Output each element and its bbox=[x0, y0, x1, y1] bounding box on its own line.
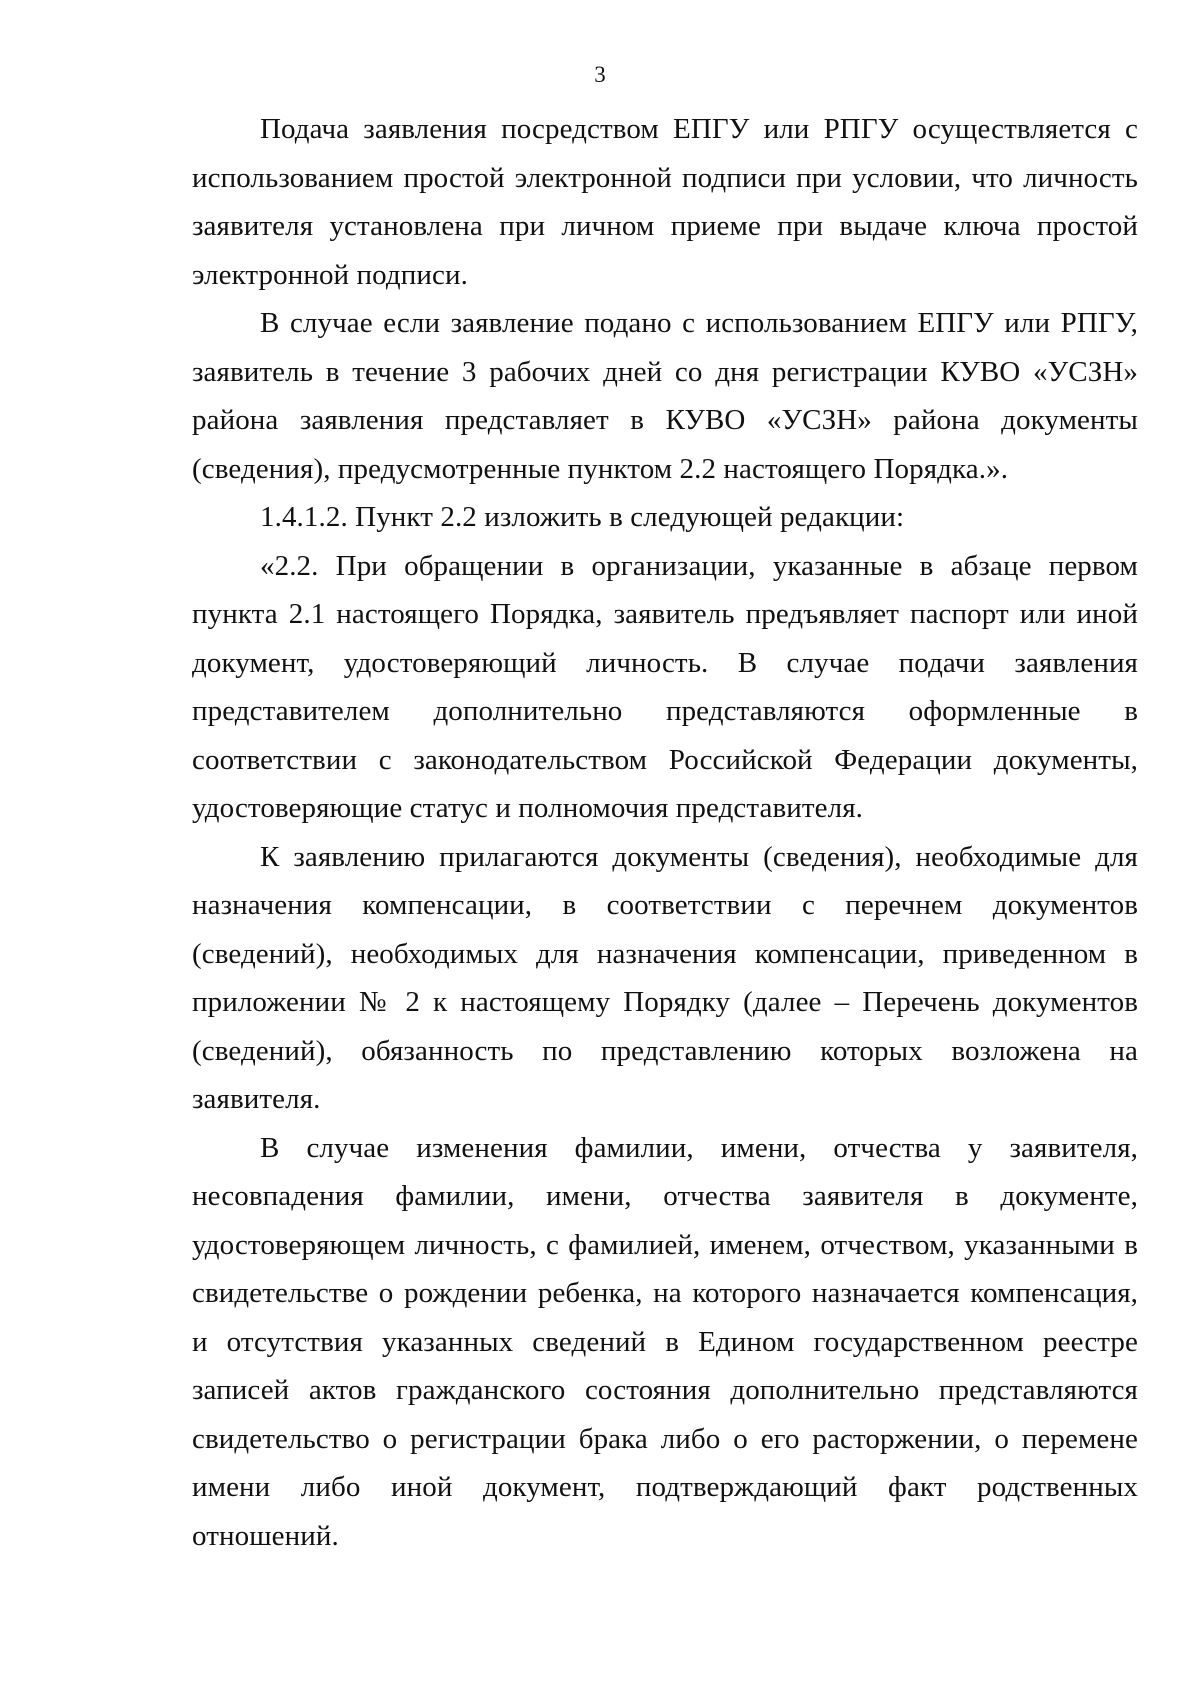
paragraph-document-submission: В случае если заявление подано с использованием ЕПГУ или РПГУ, заявитель в течение 3 рабочих дней со дня регистрации КУВО «УСЗН» района заявления представляет в КУВО «УСЗН» района документы (сведения), предусмотренные пунктом 2.2 настоящего Порядка.». bbox=[192, 307, 1138, 485]
page-number: 3 bbox=[594, 62, 606, 87]
paragraph-amendment-heading: 1.4.1.2. Пункт 2.2 изложить в следующей редакции: bbox=[260, 501, 905, 533]
paragraph-required-documents: К заявлению прилагаются документы (сведения), необходимые для назначения компенсации, в соответствии с перечнем документов (сведений), необходимых для назначения компенсации, приведенном в приложении № 2 к настоящему Порядку (далее – Перечень документов (сведений), обязанность по представлению которых возложена на заявителя. bbox=[192, 840, 1138, 1115]
paragraph-name-change: В случае изменения фамилии, имени, отчества у заявителя, несовпадения фамилии, имени, отчества заявителя в документе, удостоверяющем личность, с фамилией, именем, отчеством, указанными в свидетельстве о рождении ребенка, на которого назначается компенсация, и отсутствия указанных сведений в Едином государственном реестре записей актов гражданского состояния дополнительно представляются свидетельство о регистрации брака либо о его расторжении, о перемене имени либо иной документ, подтверждающий факт родственных отношений. bbox=[192, 1131, 1138, 1552]
paragraph-signature-conditions: Подача заявления посредством ЕПГУ или РПГУ осуществляется с использованием простой электронной подписи при условии, что личность заявителя установлена при личном приеме при выдаче ключа простой электронной подписи. bbox=[192, 113, 1138, 291]
document-body bbox=[192, 105, 1138, 1560]
paragraph-identity-document: «2.2. При обращении в организации, указанные в абзаце первом пункта 2.1 настоящего Порядка, заявитель предъявляет паспорт или иной документ, удостоверяющий личность. В случае подачи заявления представителем дополнительно представляются оформленные в соответствии с законодательством Российской Федерации документы, удостоверяющие статус и полномочия представителя. bbox=[192, 549, 1138, 824]
